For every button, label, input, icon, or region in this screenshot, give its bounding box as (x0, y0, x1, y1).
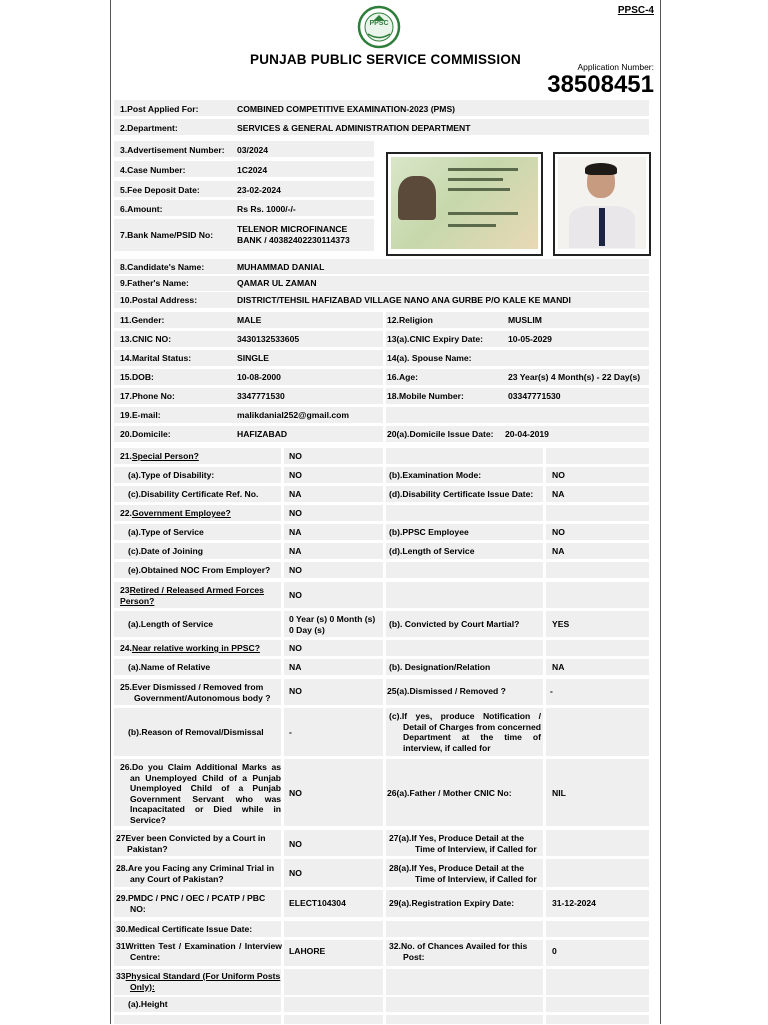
near-relative-value: NO (289, 643, 302, 653)
fee-date-value: 23-02-2024 (237, 185, 281, 195)
column-divider (543, 445, 546, 1025)
row-bg (114, 331, 649, 347)
spouse-name-label: 14(a). Spouse Name: (387, 353, 472, 363)
criminal-detail-label: 28(a).If Yes, Produce Detail at the Time of Interview, if Called for (389, 863, 537, 884)
father-name-label: 9.Father's Name: (120, 278, 189, 288)
medical-certificate-label: 30.Medical Certificate Issue Date: (116, 924, 253, 934)
application-number-label: Application Number: (577, 62, 654, 72)
removal-reason-value: - (289, 727, 292, 737)
convicted-detail-label: 27(a).If Yes, Produce Detail at the Time of Interview, if Called for (389, 833, 537, 854)
ppsc-logo (354, 5, 404, 49)
noc-value: NO (289, 565, 302, 575)
application-number: 38508451 (547, 71, 654, 98)
armed-service-length-label: (a).Length of Service (128, 619, 213, 629)
exam-mode-label: (b).Examination Mode: (389, 470, 482, 480)
domicile-date-label: 20(a).Domicile Issue Date: (387, 429, 494, 439)
candidate-name-value: MUHAMMAD DANIAL (237, 262, 325, 272)
joining-date-value: NA (289, 546, 302, 556)
parent-cnic-label: 26(a).Father / Mother CNIC No: (387, 788, 512, 798)
unemployed-child-label: 26.Do you Claim Additional Marks as an Unemployed Child of a Punjab Unemployed Child of a Punjab Government Servant who was Incapacitated or Died while in Service? (120, 762, 281, 825)
row-bg (114, 997, 649, 1012)
fee-date-label: 5.Fee Deposit Date: (120, 185, 200, 195)
ppsc-employee-label: (b).PPSC Employee (389, 527, 469, 537)
domicile-date-value: 20-04-2019 (505, 429, 549, 439)
age-value: 23 Year(s) 4 Month(s) - 22 Day(s) (508, 372, 641, 382)
post-label: 1.Post Applied For: (120, 104, 199, 114)
dismissed-a-value: - (550, 686, 553, 696)
advertisement-value: 03/2024 (237, 145, 269, 155)
test-centre-value: LAHORE (289, 946, 326, 956)
chances-availed-label: 32.No. of Chances Availed for this Post: (389, 941, 528, 962)
gender-label: 11.Gender: (120, 315, 165, 325)
pmdc-value: ELECT104304 (289, 898, 346, 908)
religion-label: 12.Religion (387, 315, 433, 325)
phone-label: 17.Phone No: (120, 391, 175, 401)
removal-reason-label: (b).Reason of Removal/Dismissal (128, 727, 264, 737)
relative-name-label: (a).Name of Relative (128, 662, 211, 672)
chances-availed-value: 0 (552, 946, 557, 956)
advertisement-label: 3.Advertisement Number: (120, 145, 225, 155)
disability-type-label: (a).Type of Disability: (128, 470, 215, 480)
cnic-expiry-value: 10-05-2029 (508, 334, 552, 344)
unemployed-child-value: NO (289, 788, 302, 798)
row-bg (114, 407, 649, 423)
row-bg (114, 426, 649, 442)
armed-service-length-value: 0 Year (s) 0 Month (s) 0 Day (s) (289, 614, 376, 635)
height-label: (a).Height (128, 999, 168, 1009)
joining-date-label: (c).Date of Joining (128, 546, 203, 556)
mobile-label: 18.Mobile Number: (387, 391, 464, 401)
address-label: 10.Postal Address: (120, 295, 198, 305)
religion-value: MUSLIM (508, 315, 542, 325)
noc-label: (e).Obtained NOC From Employer? (128, 565, 271, 575)
dismissed-label: 25.Ever Dismissed / Removed from Government/Autonomous body ? (120, 682, 271, 703)
ppsc-employee-value: NO (552, 527, 565, 537)
candidate-photo (553, 152, 651, 256)
address-value: DISTRICT/TEHSIL HAFIZABAD VILLAGE NANO ANA GURBE P/O KALE KE MANDI (237, 295, 571, 305)
logo-text: PPSC (369, 20, 389, 27)
row-bg (114, 1015, 649, 1024)
government-employee-value: NO (289, 508, 302, 518)
special-person-value: NO (289, 451, 302, 461)
department-label: 2.Department: (120, 123, 178, 133)
service-type-label: (a).Type of Service (128, 527, 204, 537)
email-value: malikdanial252@gmail.com (237, 410, 350, 420)
near-relative-label: 24.Near relative working in PPSC? (120, 643, 260, 653)
bank-value: TELENOR MICROFINANCE BANK / 40382402230114373 (237, 224, 350, 245)
candidate-name-label: 8.Candidate's Name: (120, 262, 205, 272)
marital-status-label: 14.Marital Status: (120, 353, 192, 363)
cnic-card-image (386, 152, 543, 256)
exam-mode-value: NO (552, 470, 565, 480)
row-bg (114, 312, 649, 328)
armed-forces-label: 23Retired / Released Armed Forces Person? (120, 585, 264, 606)
domicile-label: 20.Domicile: (120, 429, 171, 439)
special-person-label: 21.Special Person? (120, 451, 199, 461)
court-martial-value: YES (552, 619, 570, 629)
court-martial-label: (b). Convicted by Court Martial? (389, 619, 520, 629)
amount-value: Rs Rs. 1000/-/- (237, 204, 296, 214)
domicile-value: HAFIZABAD (237, 429, 288, 439)
criminal-trial-value: NO (289, 868, 302, 878)
disability-cert-date-value: NA (552, 489, 565, 499)
pmdc-label: 29.PMDC / PNC / OEC / PCATP / PBC NO: (116, 893, 266, 914)
parent-cnic-value: NIL (552, 788, 566, 798)
disability-cert-date-label: (d).Disability Certificate Issue Date: (389, 489, 534, 499)
test-centre-label: 31Written Test / Examination / Interview Centre: (116, 941, 282, 962)
row-bg (114, 350, 649, 366)
disability-cert-value: NA (289, 489, 302, 499)
age-label: 16.Age: (387, 372, 419, 382)
marital-status-value: SINGLE (237, 353, 269, 363)
application-form (110, 0, 661, 1024)
disability-type-value: NO (289, 470, 302, 480)
cnic-label: 13.CNIC NO: (120, 334, 172, 344)
form-code: PPSC-4 (617, 5, 654, 16)
relative-name-value: NA (289, 662, 302, 672)
convicted-label: 27Ever been Convicted by a Court in Pakistan? (116, 833, 266, 854)
column-divider (281, 445, 284, 1025)
email-label: 19.E-mail: (120, 410, 161, 420)
gender-value: MALE (237, 315, 262, 325)
column-divider (383, 445, 386, 1025)
service-type-value: NA (289, 527, 302, 537)
relative-designation-value: NA (552, 662, 565, 672)
row-bg (114, 388, 649, 404)
disability-cert-label: (c).Disability Certificate Ref. No. (128, 489, 259, 499)
column-divider (383, 310, 386, 448)
dismissed-a-label: 25(a).Dismissed / Removed ? (387, 686, 506, 696)
dismissed-value: NO (289, 686, 302, 696)
bank-label: 7.Bank Name/PSID No: (120, 230, 214, 240)
registration-expiry-label: 29(a).Registration Expiry Date: (389, 898, 515, 908)
relative-designation-label: (b). Designation/Relation (389, 662, 491, 672)
amount-label: 6.Amount: (120, 204, 163, 214)
row-bg (114, 276, 649, 291)
phone-value: 3347771530 (237, 391, 285, 401)
convicted-value: NO (289, 839, 302, 849)
case-label: 4.Case Number: (120, 165, 186, 175)
dob-value: 10-08-2000 (237, 372, 281, 382)
cnic-value: 3430132533605 (237, 334, 300, 344)
armed-forces-value: NO (289, 590, 302, 600)
department-value: SERVICES & GENERAL ADMINISTRATION DEPARTMENT (237, 123, 471, 133)
registration-expiry-value: 31-12-2024 (552, 898, 596, 908)
criminal-trial-label: 28.Are you Facing any Criminal Trial in any Court of Pakistan? (116, 863, 275, 884)
government-employee-label: 22.Government Employee? (120, 508, 231, 518)
father-name-value: QAMAR UL ZAMAN (237, 278, 317, 288)
case-value: 1C2024 (237, 165, 268, 175)
physical-standard-label: 33Physical Standard (For Uniform Posts Only): (116, 971, 281, 992)
service-length-label: (d).Length of Service (389, 546, 475, 556)
cnic-expiry-label: 13(a).CNIC Expiry Date: (387, 334, 483, 344)
notification-label: (c).If yes, produce Notification / Detail of Charges from concerned Department at the time of interview, if called for (389, 711, 542, 753)
post-value: COMBINED COMPETITIVE EXAMINATION-2023 (PMS) (237, 104, 456, 114)
mobile-value: 03347771530 (508, 391, 561, 401)
page-title: PUNJAB PUBLIC SERVICE COMMISSION (250, 52, 521, 67)
dob-label: 15.DOB: (120, 372, 154, 382)
service-length-value: NA (552, 546, 565, 556)
